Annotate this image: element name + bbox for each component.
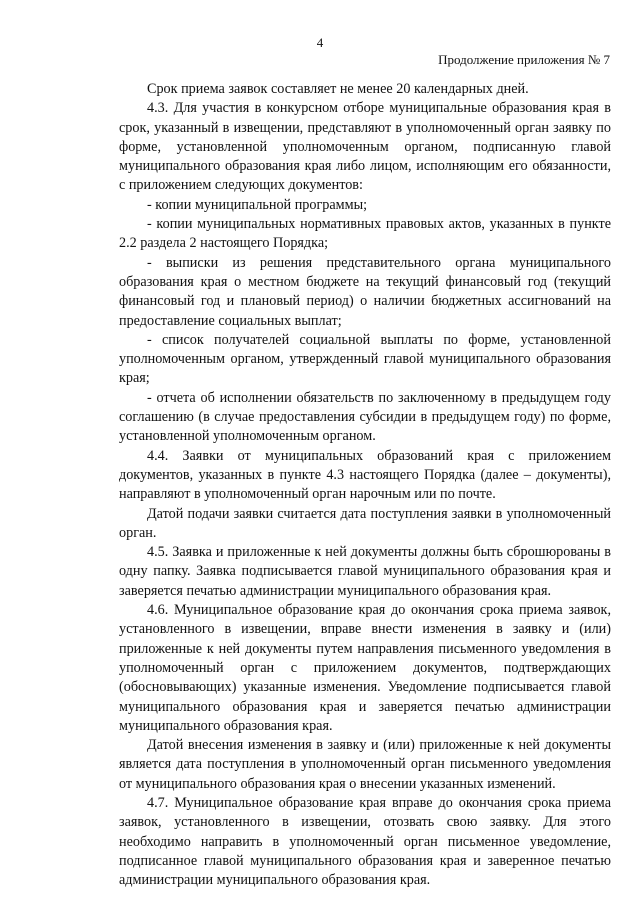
paragraph: - отчета об исполнении обязательств по заключенному в предыдущем году соглашению (в случае предоставления субсидии в предыдущем году) по форме, установленной уполномоченным органом.	[119, 389, 611, 445]
paragraph: - список получателей социальной выплаты по форме, установленной уполномоченным органом, утвержденный главой муниципального образования края;	[119, 331, 611, 387]
paragraph: - копии муниципальной программы;	[147, 196, 368, 213]
paragraph: 4.5. Заявка и приложенные к ней документы должны быть сброшюрованы в одну папку. Заявка подписывается главой муниципального образования края и заверяется печатью администрации муниципального образования края.	[119, 544, 611, 599]
paragraph: Датой внесения изменения в заявку и (или) приложенные к ней документы является дата поступления в уполномоченный орган письменного уведомления от муниципального образования края о внесении указанных изменений.	[119, 737, 611, 792]
page-number: 4	[316, 35, 324, 50]
paragraph: - копии муниципальных нормативных правовых актов, указанных в пункте 2.2 раздела 2 настоящего Порядка;	[119, 216, 611, 252]
paragraph: 4.4. Заявки от муниципальных образований края с приложением документов, указанных в пункте 4.3 настоящего Порядка (далее – документы), направляют в уполномоченный орган нарочным или по почте.	[119, 447, 611, 503]
paragraph: - выписки из решения представительного органа муниципального образования края о местном бюджете на текущий финансовый год (текущий финансовый год и плановый период) о наличии бюджетных ассигнований на предоставление социальных выплат;	[119, 254, 611, 329]
paragraph: 4.3. Для участия в конкурсном отборе муниципальные образования края в срок, указанный в извещении, представляют в уполномоченный орган заявку по форме, установленной уполномоченным органом, подписанную главой муниципального образования края либо лицом, исполняющим его обязанности, с приложением следующих документов:	[119, 100, 611, 194]
paragraph: 4.7. Муниципальное образование края вправе до окончания срока приема заявок, установленного в извещении, отозвать свою заявку. Для этого необходимо направить в уполномоченный орган письменное уведомление, подписанное главой муниципального образования края и заверенное печатью администрации муниципального образования края.	[119, 794, 611, 889]
document-body	[119, 80, 611, 890]
paragraph: Датой подачи заявки считается дата поступления заявки в уполномоченный орган.	[119, 505, 611, 541]
appendix-header: Продолжение приложения № 7	[438, 52, 610, 67]
paragraph: 4.6. Муниципальное образование края до окончания срока приема заявок, установленного в извещении, вправе внести изменения в заявку и (или) приложенные к ней документы путем направления письменного уведомления в уполномоченный орган с приложением документов, подтверждающих (обосновывающих) указанные изменения. Уведомление подписывается главой муниципального образования края и заверяется печатью администрации муниципального образования края.	[119, 602, 611, 734]
paragraph: Срок приема заявок составляет не менее 20 календарных дней.	[147, 81, 529, 97]
